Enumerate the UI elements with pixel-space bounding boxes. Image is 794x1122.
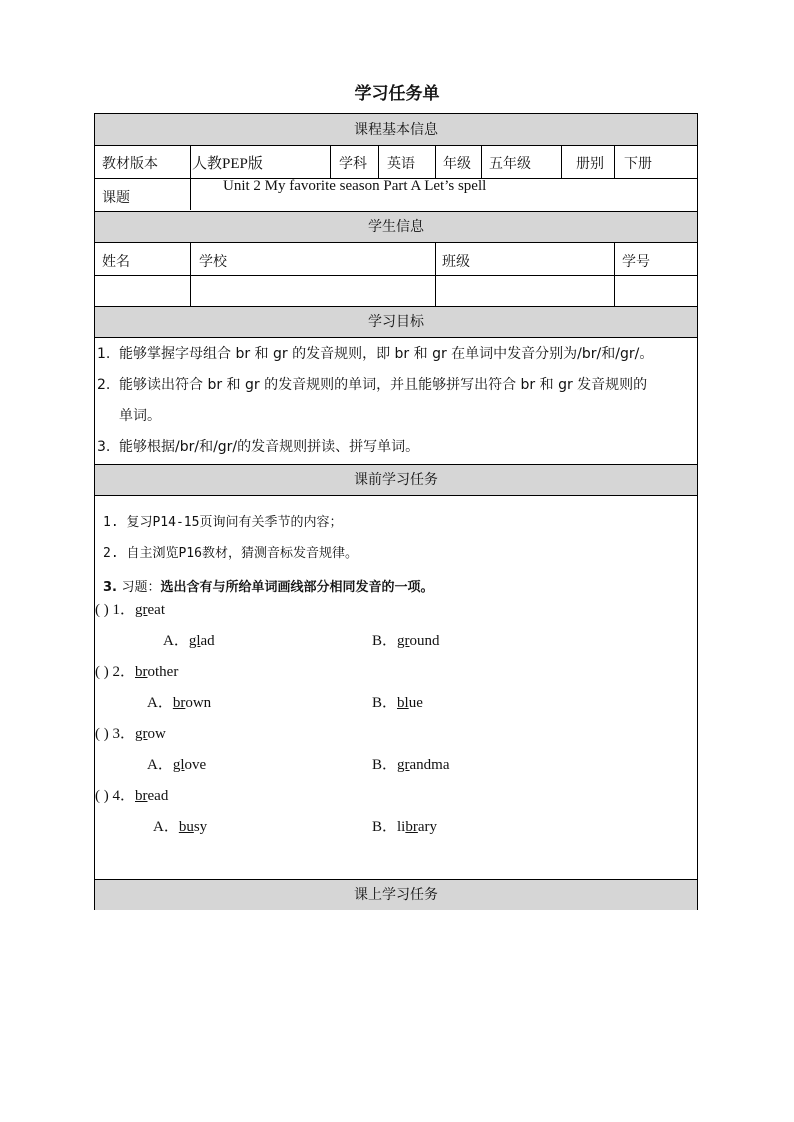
goal-item: 1. 能够掌握字母组合 br 和 gr 的发音规则，即 br 和 gr 在单词中发音分别为/br/和/gr/。 [97, 346, 654, 362]
worksheet-table [94, 113, 698, 910]
option-a: A．brown [147, 695, 212, 711]
volume-label: 册别 [576, 156, 604, 172]
name-label: 姓名 [102, 254, 130, 270]
topic-label: 课题 [102, 190, 130, 206]
goal-item: 2. 能够读出符合 br 和 gr 的发音规则的单词，并且能够拼写出符合 br 和 gr 发音规则的 [97, 377, 648, 393]
section-course-info: 课程基本信息 [95, 114, 697, 146]
option-a: A．glad [163, 633, 215, 649]
class-label: 班级 [442, 254, 470, 270]
section-in-class: 课上学习任务 [95, 879, 697, 910]
section-goals: 学习目标 [95, 306, 697, 338]
grade-value: 五年级 [489, 156, 531, 172]
topic-value: Unit 2 My favorite season Part A Let’s spell [223, 178, 487, 194]
school-label: 学校 [199, 254, 227, 270]
exercise-heading: 3. 习题：选出含有与所给单词画线部分相同发音的一项。 [103, 580, 434, 595]
id-label: 学号 [622, 254, 650, 270]
option-b: B．blue [372, 695, 423, 711]
option-a: A．busy [153, 819, 208, 835]
goal-item: 单词。 [119, 408, 161, 424]
goal-item: 3. 能够根据/br/和/gr/的发音规则拼读、拼写单词。 [97, 439, 420, 455]
question-item: ( ) 3．grow [95, 726, 166, 742]
edition-value: 人教PEP版 [192, 156, 263, 172]
option-b: B．ground [372, 633, 440, 649]
page-title: 学习任务单 [354, 84, 440, 104]
grade-label: 年级 [443, 156, 471, 172]
section-student-info: 学生信息 [95, 211, 697, 243]
exercise-number: 3. [103, 580, 117, 595]
question-item: ( ) 1．great [95, 602, 165, 618]
subject-value: 英语 [387, 156, 415, 172]
option-b: B．library [372, 819, 438, 835]
pre-task-item: 2. 自主浏览P16教材，猜测音标发音规律。 [103, 546, 358, 561]
option-b: B．grandma [372, 757, 450, 773]
edition-label: 教材版本 [102, 156, 158, 172]
question-item: ( ) 2．brother [95, 664, 179, 680]
option-a: A．glove [147, 757, 207, 773]
subject-label: 学科 [339, 156, 367, 172]
volume-value: 下册 [624, 156, 652, 172]
pre-task-item: 1. 复习P14-15页询问有关季节的内容； [103, 515, 343, 530]
section-pre-class: 课前学习任务 [95, 464, 697, 496]
question-item: ( ) 4．bread [95, 788, 169, 804]
